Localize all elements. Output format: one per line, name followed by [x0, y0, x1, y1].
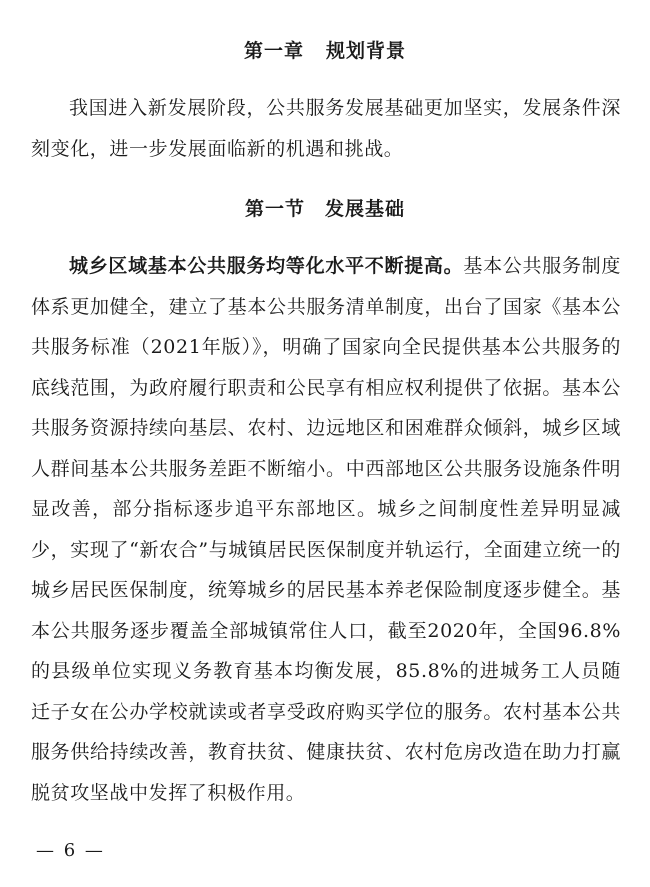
chapter-title: [0, 36, 650, 63]
body-paragraph: [31, 246, 621, 813]
paragraph-lead-sentence: 城乡区域基本公共服务均等化水平不断提高。: [69, 255, 464, 277]
section-title: [0, 194, 650, 221]
page-number: — 6 —: [36, 840, 105, 861]
intro-paragraph: 我国进入新发展阶段，公共服务发展基础更加坚实，发展条件深刻变化，进一步发展面临新的机遇和挑战。: [31, 97, 621, 160]
chapter-number: 第一章: [243, 40, 304, 62]
section-name: 发展基础: [325, 198, 406, 220]
section-number: 第一节: [244, 198, 305, 220]
chapter-name: 规划背景: [326, 40, 407, 62]
paragraph-body-text: 基本公共服务制度体系更加健全，建立了基本公共服务清单制度，出台了国家《基本公共服务标准（2021年版）》，明确了国家向全民提供基本公共服务的底线范围，为政府履行职责和公民享有相应权利提供了依据。基本公共服务资源持续向基层、农村、边远地区和困难群众倾斜，城乡区域人群间基本公共服务差距不断缩小。中西部地区公共服务设施条件明显改善，部分指标逐步追平东部地区。城乡之间制度性差异明显减少，实现了“新农合”与城镇居民医保制度并轨运行，全面建立统一的城乡居民医保制度，统筹城乡的居民基本养老保险制度逐步健全。基本公共服务逐步覆盖全部城镇常住人口，截至2020年，全国96.8%的县级单位实现义务教育基本均衡发展，85.8%的进城务工人员随迁子女在公办学校就读或者享受政府购买学位的服务。农村基本公共服务供给持续改善，教育扶贫、健康扶贫、农村危房改造在助力打赢脱贫攻坚战中发挥了积极作用。: [31, 255, 621, 804]
